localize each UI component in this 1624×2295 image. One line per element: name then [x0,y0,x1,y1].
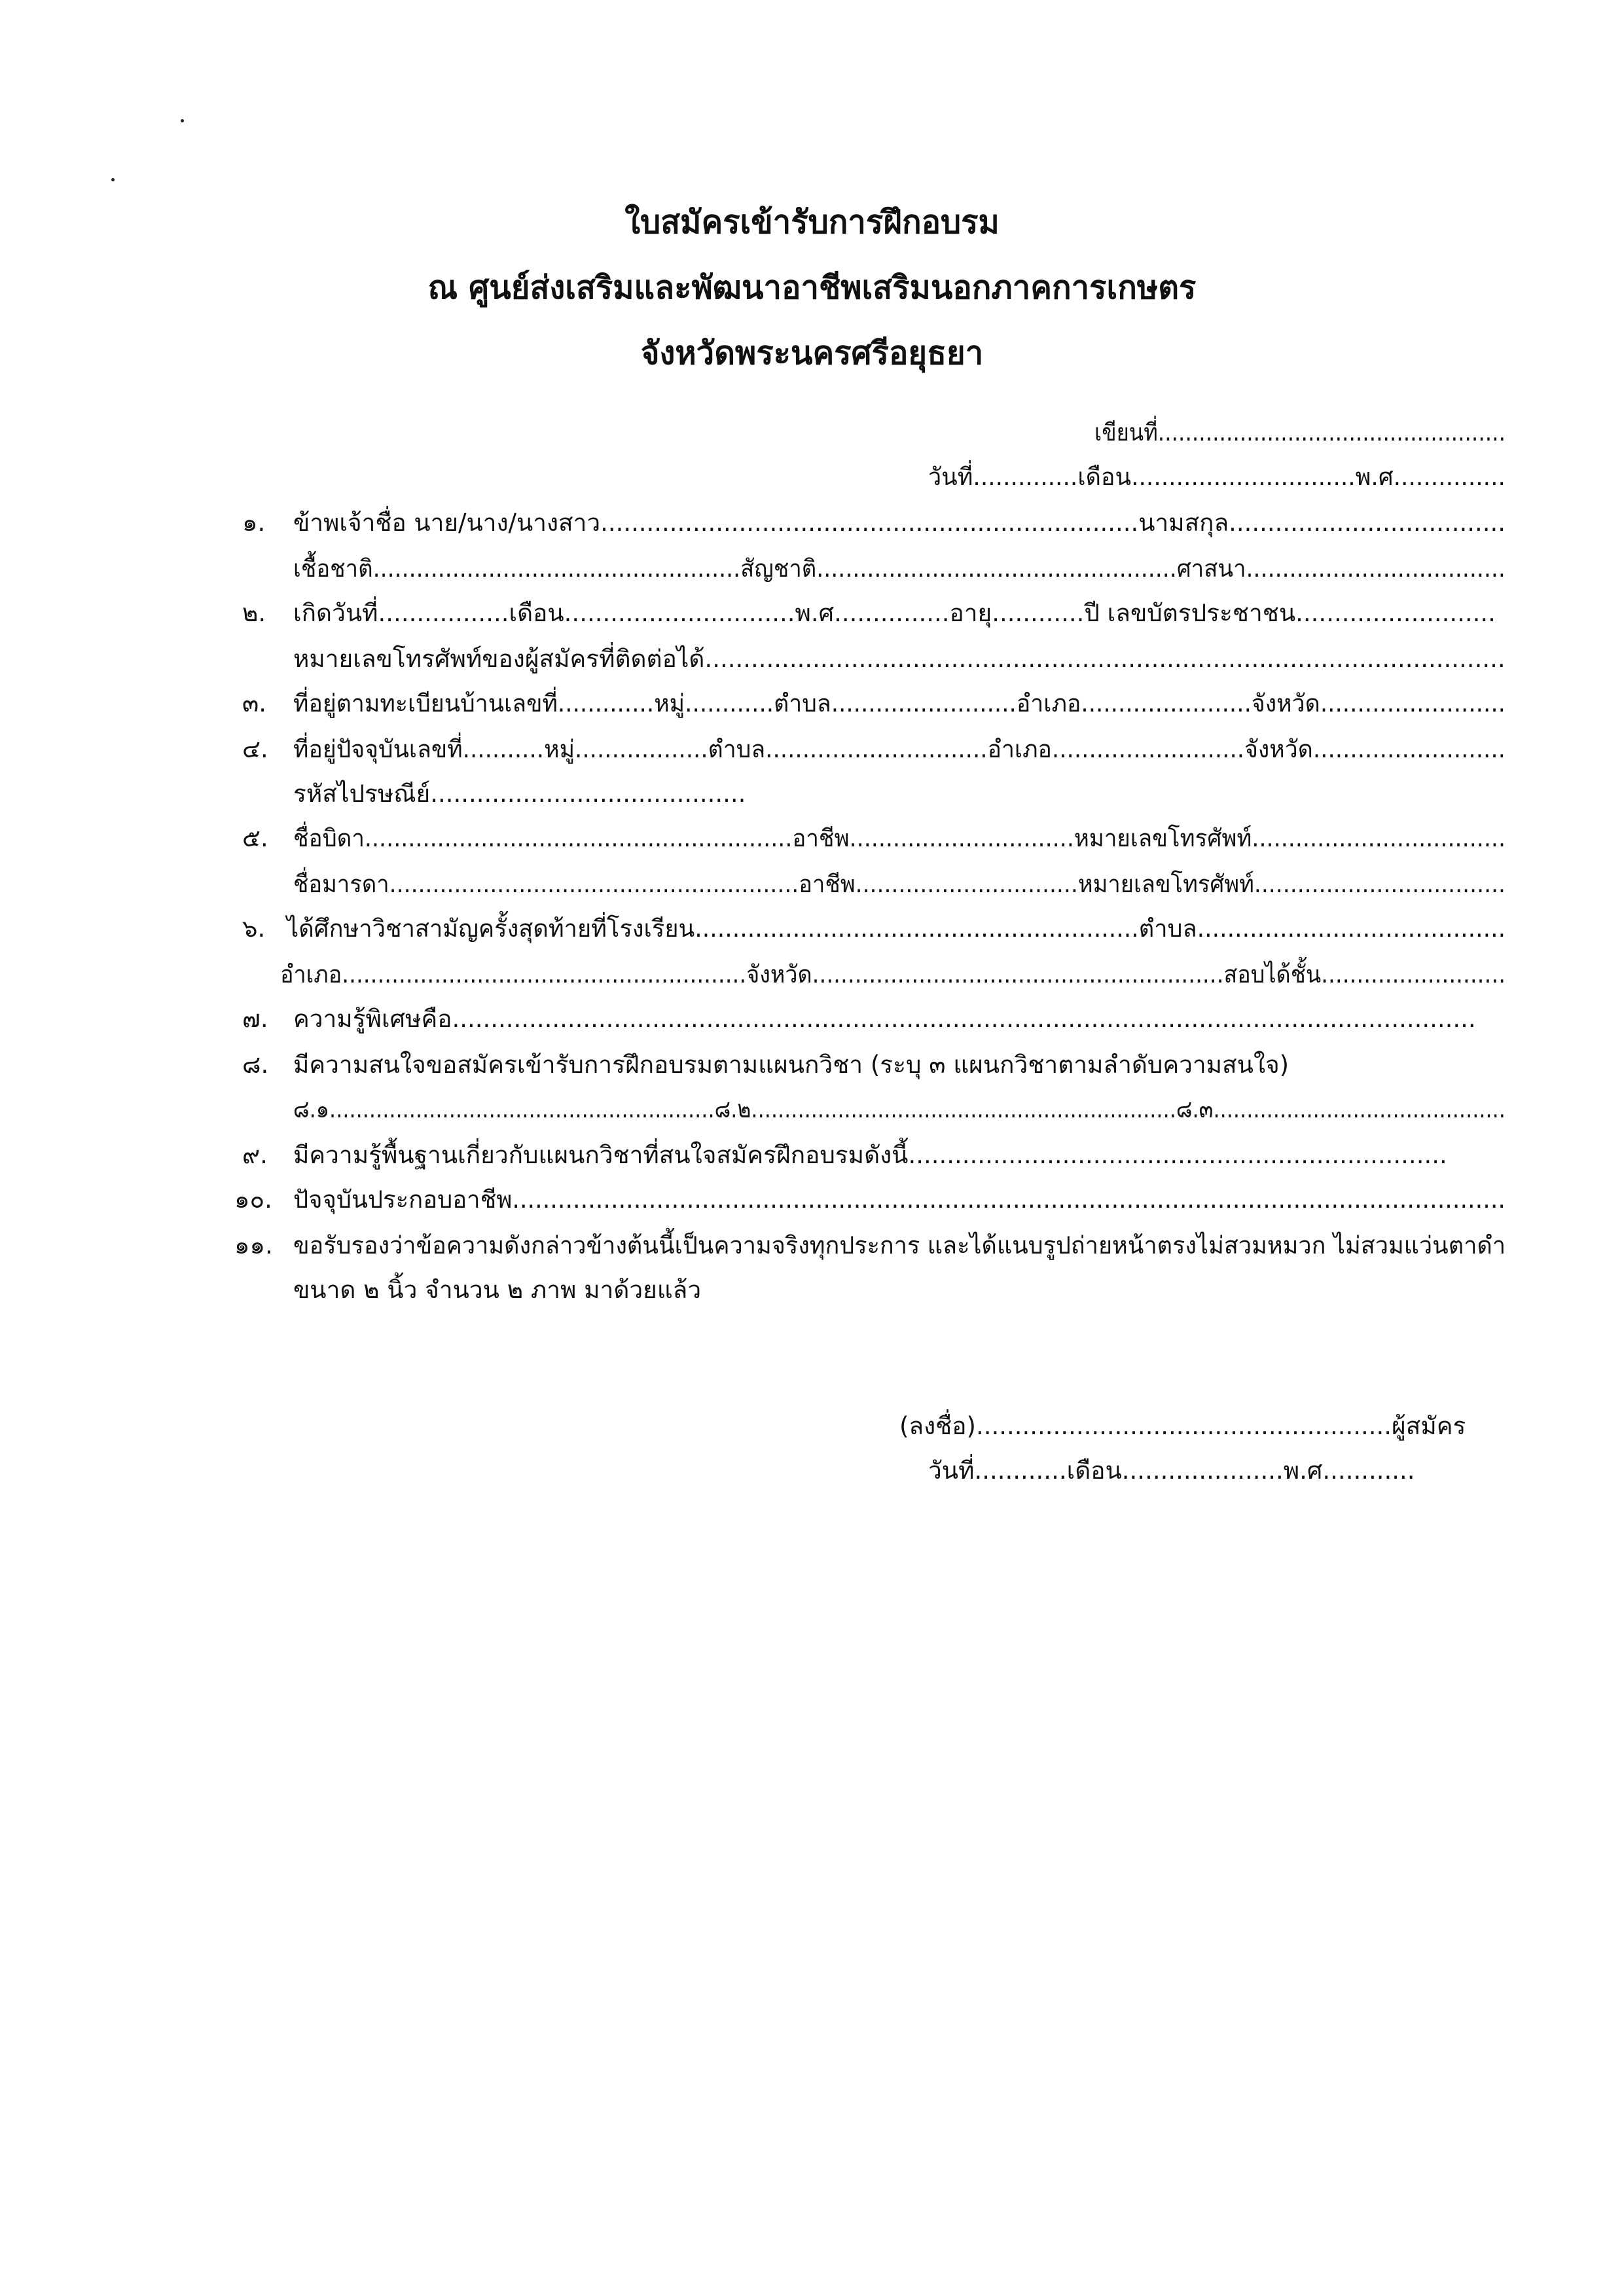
item-number: ๑๐. [234,1185,272,1214]
scan-speck [111,178,115,181]
form-province: จังหวัดพระนครศรีอยุธยา [640,334,984,372]
item-number: ๓. [242,689,267,717]
item-number: ๑. [242,509,266,537]
current-occupation-field[interactable]: ปัจจุบันประกอบอาชีพ................................................................................................................................... [293,1185,1506,1214]
item-number: ๑๑. [234,1231,273,1259]
certification-statement-cont: ขนาด ๒ นิ้ว จำนวน ๒ ภาพ มาด้วยแล้ว [293,1276,702,1304]
item-number: ๖. [242,914,266,943]
basic-knowledge-field[interactable]: มีความรู้พื้นฐานเกี่ยวกับแผนกวิชาที่สนใจสมัครฝึกอบรมดังนี้...................................................................... [293,1141,1447,1169]
item-number: ๘. [242,1051,269,1079]
special-skills-field[interactable]: ความรู้พิเศษคือ..................................................................................................................................... [293,1005,1476,1033]
form-title: ใบสมัครเข้ารับการฝึกอบรม [624,204,1000,241]
postal-code-field[interactable]: รหัสไปรษณีย์......................................... [293,780,746,808]
date-field[interactable]: วันที่..............เดือน..............................พ.ศ............... [928,463,1506,491]
department-choices-field[interactable]: ๘.๑..........................................................๘.๒................................................................๘.๓............................................ [293,1095,1506,1123]
school-field[interactable]: ได้ศึกษาวิชาสามัญครั้งสุดท้ายที่โรงเรียน...........................................................ตำบล......................................... [287,914,1506,943]
ethnicity-nationality-religion-field[interactable]: เชื้อชาติ...................................................สัญชาติ..................................................ศาสนา.................................... [293,554,1506,583]
item-number: ๔. [242,735,268,763]
name-field[interactable]: ข้าพเจ้าชื่อ นาย/นาง/นางสาว......................................................................นามสกุล.................................... [293,509,1506,537]
birth-id-field[interactable]: เกิดวันที่.................เดือน..............................พ.ศ...............อายุ............ปี เลขบัตรประชาชน.......................... [293,599,1496,627]
signature-date-field[interactable]: วันที่............เดือน.....................พ.ศ............ [928,1456,1415,1485]
current-address-field[interactable]: ที่อยู่ปัจจุบันเลขที่...........หมู่..................ตำบล..............................อำเภอ..........................จังหวัด.......................... [293,735,1506,763]
certification-statement: ขอรับรองว่าข้อความดังกล่าวข้างต้นนี้เป็นความจริงทุกประการ และได้แนบรูปถ่ายหน้าตรงไม่สวมหมวก ไม่สวมแว่นตาดำ [293,1231,1506,1259]
scan-speck [181,119,184,122]
school-location-field[interactable]: อำเภอ.........................................................จังหวัด..........................................................สอบได้ชั้น.......................... [280,960,1506,988]
written-at-field[interactable]: เขียนที่................................................... [1094,418,1506,446]
father-field[interactable]: ชื่อบิดา...........................................................อาชีพ...............................หมายเลขโทรศัพท์................................... [293,824,1506,852]
training-interest-label: มีความสนใจขอสมัครเข้ารับการฝึกอบรมตามแผนกวิชา (ระบุ ๓ แผนกวิชาตามลำดับความสนใจ) [293,1051,1290,1079]
mother-field[interactable]: ชื่อมารดา.........................................................อาชีพ...............................หมายเลขโทรศัพท์................................... [293,870,1506,898]
registered-address-field[interactable]: ที่อยู่ตามทะเบียนบ้านเลขที่.............หมู่............ตำบล.........................อำเภอ.......................จังหวัด......................... [293,689,1506,717]
item-number: ๗. [242,1005,268,1033]
item-number: ๕. [242,824,268,852]
signature-field[interactable]: (ลงชื่อ)......................................................ผู้สมัคร [899,1412,1466,1440]
applicant-phone-field[interactable]: หมายเลขโทรศัพท์ของผู้สมัครที่ติดต่อได้........................................................................................................ [293,645,1506,673]
item-number: ๒. [242,599,266,627]
form-subtitle: ณ ศูนย์ส่งเสริมและพัฒนาอาชีพเสริมนอกภาคการเกษตร [427,269,1197,306]
item-number: ๙. [242,1141,268,1169]
